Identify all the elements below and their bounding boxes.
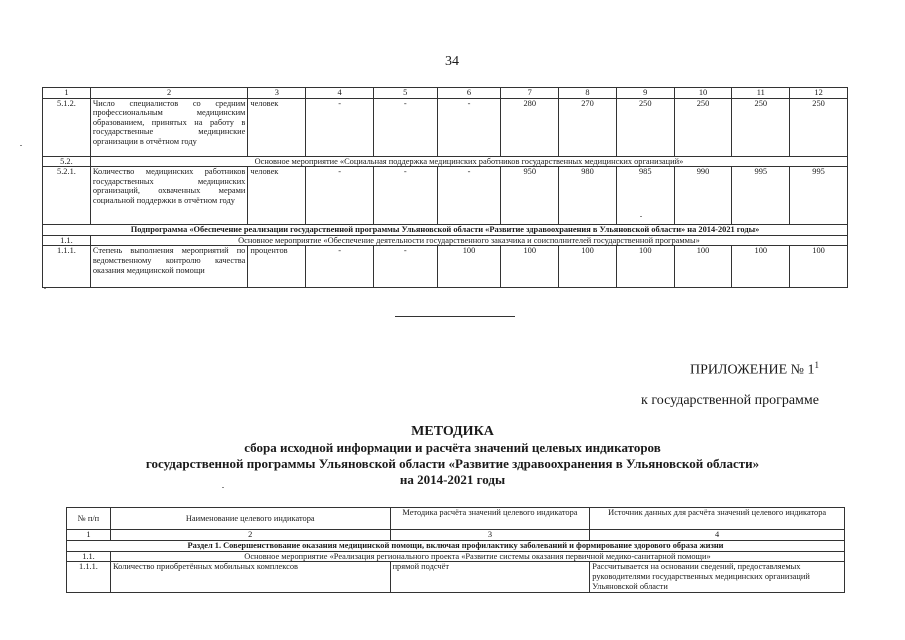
row-number: 1.1.1. <box>67 562 111 592</box>
value: 250 <box>674 98 732 156</box>
table-row <box>43 225 848 236</box>
value: 100 <box>732 246 790 288</box>
value: 280 <box>501 98 559 156</box>
table-row <box>67 562 845 592</box>
appendix-superscript: 1 <box>814 360 819 370</box>
title-line: государственной программы Ульяновской области «Развитие здравоохранения в Ульяновской области» <box>145 456 760 471</box>
value: 100 <box>674 246 732 288</box>
value: 270 <box>559 98 617 156</box>
row-number: 1.1. <box>67 551 111 562</box>
col-num: 2 <box>110 530 390 541</box>
col-num: 1 <box>43 88 91 99</box>
column-header: Методика расчёта значений целевого индикатора <box>390 508 590 530</box>
table-row <box>43 246 848 288</box>
header-numbers-row <box>67 530 845 541</box>
row-number: 1.1. <box>43 235 91 246</box>
value: 100 <box>437 246 501 288</box>
calc-method: прямой подсчёт <box>390 562 590 592</box>
title-line: на 2014-2021 годы <box>399 472 506 487</box>
value: 950 <box>501 167 559 225</box>
value: - <box>306 98 374 156</box>
main-activity: Основное мероприятие «Социальная поддержка медицинских работников государственных медицинских организаций» <box>90 156 847 167</box>
scan-speck <box>222 487 224 488</box>
value: 250 <box>732 98 790 156</box>
col-num: 2 <box>90 88 248 99</box>
value: 995 <box>732 167 790 225</box>
value: 100 <box>501 246 559 288</box>
document-title <box>0 423 905 488</box>
section-heading: Раздел 1. Совершенствование оказания медицинской помощи, включая профилактику заболеваний и формирование здорового образа жизни <box>67 540 845 551</box>
row-number: 1.1.1. <box>43 246 91 288</box>
value: 985 <box>616 167 674 225</box>
value: 990 <box>674 167 732 225</box>
row-number: 5.2. <box>43 156 91 167</box>
col-num: 12 <box>790 88 848 99</box>
col-num: 3 <box>248 88 306 99</box>
indicator-name: Степень выполнения мероприятий по ведомственному контролю качества оказания медицинской помощи <box>90 246 248 288</box>
col-num: 9 <box>616 88 674 99</box>
indicators-table <box>42 87 848 288</box>
value: 250 <box>790 98 848 156</box>
col-num: 3 <box>390 530 590 541</box>
table-row <box>67 540 845 551</box>
methodology-table <box>66 507 845 593</box>
main-activity: Основное мероприятие «Обеспечение деятельности государственного заказчика и соисполнителей государственной программы» <box>90 235 847 246</box>
col-num: 4 <box>306 88 374 99</box>
unit: человек <box>248 167 306 225</box>
value: - <box>306 246 374 288</box>
col-num: 1 <box>67 530 111 541</box>
row-number: 5.2.1. <box>43 167 91 225</box>
unit: человек <box>248 98 306 156</box>
section-divider <box>395 316 515 317</box>
value: - <box>306 167 374 225</box>
appendix-label <box>690 360 819 379</box>
indicator-name: Количество медицинских работников государственных медицинских организаций, охваченных мерами социальной поддержки в отчётном году <box>90 167 248 225</box>
value: 100 <box>790 246 848 288</box>
header-row <box>67 508 845 530</box>
value: 980 <box>559 167 617 225</box>
indicator-name: Число специалистов со средним профессиональным медицинским образованием, принятых на работу в государственные медицинские организации в отчётном году <box>90 98 248 156</box>
scan-speck <box>640 216 642 217</box>
value: 100 <box>559 246 617 288</box>
appendix-text: ПРИЛОЖЕНИЕ № 1 <box>690 362 815 378</box>
table-row <box>43 167 848 225</box>
scan-speck <box>20 145 22 146</box>
scan-speck <box>44 288 46 289</box>
value: - <box>373 167 437 225</box>
unit: процентов <box>248 246 306 288</box>
column-header: Источник данных для расчёта значений целевого индикатора <box>590 508 845 530</box>
value: - <box>437 167 501 225</box>
value: 100 <box>616 246 674 288</box>
value: 995 <box>790 167 848 225</box>
table-row <box>43 156 848 167</box>
subprogram-heading: Подпрограмма «Обеспечение реализации государственной программы Ульяновской области «Развитие здравоохранения в Ульяновской области» на 2014-2021 годы» <box>43 225 848 236</box>
appendix-subtitle: к государственной программе <box>641 393 819 408</box>
col-num: 5 <box>373 88 437 99</box>
col-num: 8 <box>559 88 617 99</box>
value: - <box>373 246 437 288</box>
title-line: сбора исходной информации и расчёта значений целевых индикаторов <box>244 440 661 455</box>
col-num: 4 <box>590 530 845 541</box>
value: 250 <box>616 98 674 156</box>
col-num: 6 <box>437 88 501 99</box>
col-num: 7 <box>501 88 559 99</box>
indicator-name: Количество приобретённых мобильных комплексов <box>110 562 390 592</box>
value: - <box>437 98 501 156</box>
table-row <box>43 98 848 156</box>
page-number: 34 <box>445 54 459 69</box>
col-num: 10 <box>674 88 732 99</box>
table-row <box>67 551 845 562</box>
row-number: 5.1.2. <box>43 98 91 156</box>
column-header: № п/п <box>67 508 111 530</box>
value: - <box>373 98 437 156</box>
table-row <box>43 235 848 246</box>
data-source: Рассчитывается на основании сведений, предоставляемых руководителями государственных медицинских организаций Ульяновской области <box>590 562 845 592</box>
column-header: Наименование целевого индикатора <box>110 508 390 530</box>
main-activity: Основное мероприятие «Реализация регионального проекта «Развитие системы оказания первичной медико-санитарной помощи» <box>110 551 844 562</box>
column-numbers-row <box>43 88 848 99</box>
col-num: 11 <box>732 88 790 99</box>
title-line: МЕТОДИКА <box>411 424 494 439</box>
